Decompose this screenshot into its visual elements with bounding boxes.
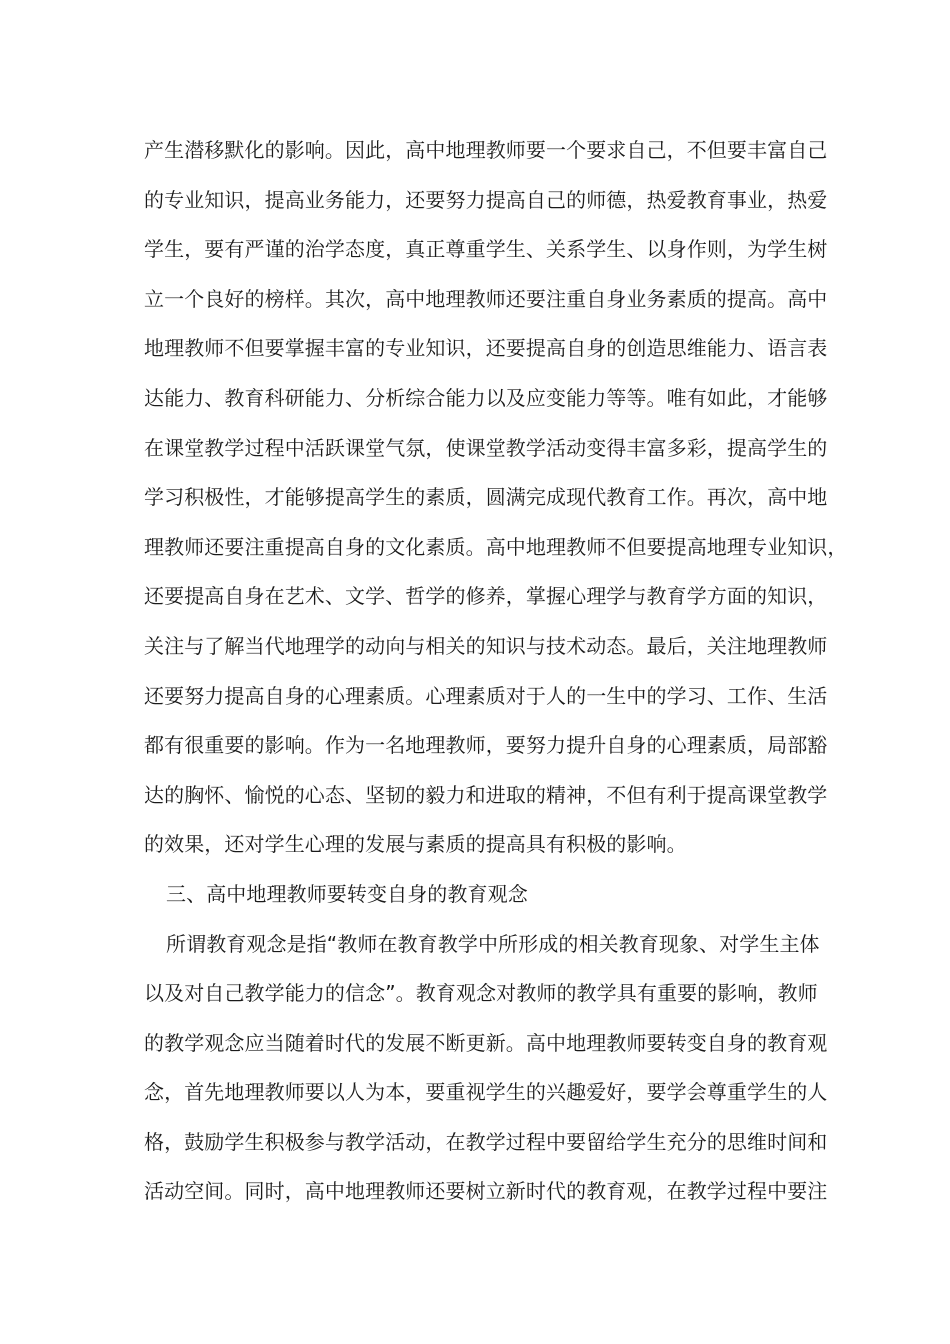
text-line: 地理教师不但要掌握丰富的专业知识，还要提高自身的创造思维能力、语言表 bbox=[144, 336, 828, 361]
text-line: 达的胸怀、愉悦的心态、坚韧的毅力和进取的精神，不但有利于提高课堂教学 bbox=[144, 782, 828, 807]
text-line: 活动空间。同时，高中地理教师还要树立新时代的教育观，在教学过程中要注 bbox=[144, 1179, 828, 1204]
text-line: 在课堂教学过程中活跃课堂气氛，使课堂教学活动变得丰富多彩，提高学生的 bbox=[144, 435, 828, 460]
text-line: 产生潜移默化的影响。因此，高中地理教师要一个要求自己，不但要丰富自己 bbox=[144, 138, 828, 162]
text-line: 的专业知识，提高业务能力，还要努力提高自己的师德，热爱教育事业，热爱 bbox=[144, 187, 828, 212]
text-line: 达能力、教育科研能力、分析综合能力以及应变能力等等。唯有如此，才能够 bbox=[144, 385, 828, 410]
body-text bbox=[144, 126, 848, 1217]
text-line: 的效果，还对学生心理的发展与素质的提高具有积极的影响。 bbox=[144, 832, 687, 857]
text-line: 学生，要有严谨的治学态度，真正尊重学生、关系学生、以身作则，为学生树 bbox=[144, 237, 828, 262]
text-line: 的教学观念应当随着时代的发展不断更新。高中地理教师要转变自身的教育观 bbox=[144, 1030, 828, 1055]
text-line: 学习积极性，才能够提高学生的素质，圆满完成现代教育工作。再次，高中地 bbox=[144, 485, 828, 510]
text-line: 还要提高自身在艺术、文学、哲学的修养，掌握心理学与教育学方面的知识， bbox=[144, 584, 828, 609]
text-line: 立一个良好的榜样。其次，高中地理教师还要注重自身业务素质的提高。高中 bbox=[144, 286, 828, 311]
paragraph-first-line: 所谓教育观念是指“教师在教育教学中所形成的相关教育现象、对学生主体 bbox=[166, 931, 820, 956]
text-line: 格，鼓励学生积极参与教学活动，在教学过程中要留给学生充分的思维时间和 bbox=[144, 1129, 828, 1154]
text-line: 还要努力提高自身的心理素质。心理素质对于人的一生中的学习、工作、生活 bbox=[144, 683, 828, 708]
text-line: 关注与了解当代地理学的动向与相关的知识与技术动态。最后，关注地理教师 bbox=[144, 633, 828, 658]
text-line: 以及对自己教学能力的信念”。教育观念对教师的教学具有重要的影响，教师 bbox=[144, 981, 818, 1006]
text-line: 理教师还要注重提高自身的文化素质。高中地理教师不但要提高地理专业知识， bbox=[144, 534, 848, 559]
section-heading: 三、高中地理教师要转变自身的教育观念 bbox=[166, 881, 528, 906]
text-line: 都有很重要的影响。作为一名地理教师，要努力提升自身的心理素质，局部豁 bbox=[144, 733, 828, 758]
text-line: 念，首先地理教师要以人为本，要重视学生的兴趣爱好，要学会尊重学生的人 bbox=[144, 1080, 828, 1105]
